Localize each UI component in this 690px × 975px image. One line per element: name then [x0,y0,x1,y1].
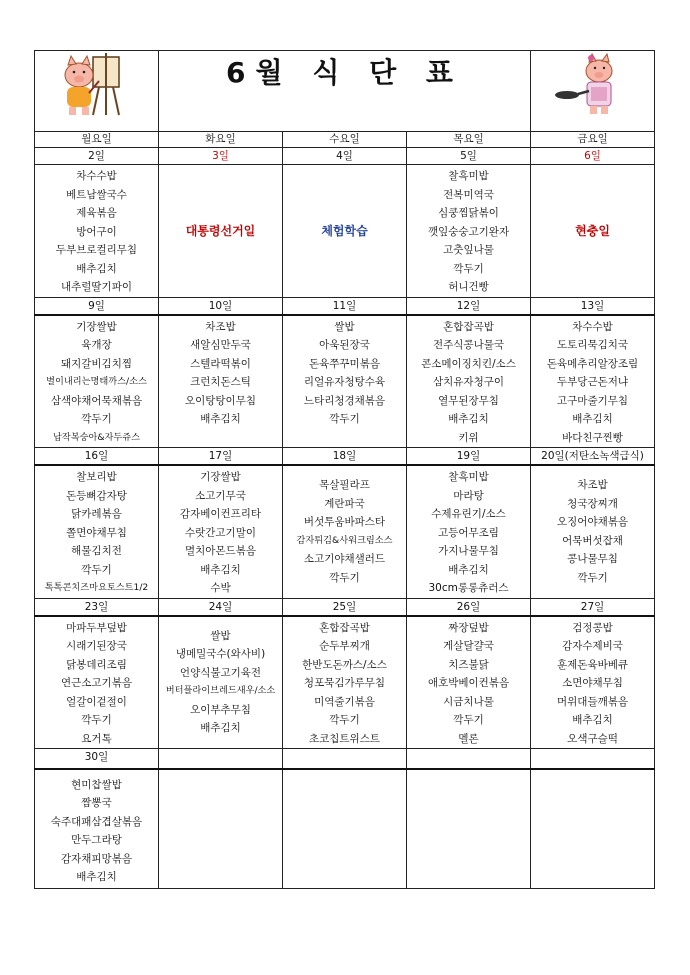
day-menu [407,315,531,448]
date-cell: 18일 [283,448,407,466]
menu-item: 오색구슬떡 [567,732,618,745]
day-menu [407,165,531,298]
menu-item: 언양식불고기육전 [179,666,262,679]
menu-item: 콘소메이징치킨/소스 [421,357,516,370]
menu-item: 납작복숭아&자두쥬스 [52,431,141,443]
menu-item: 깍두기 [81,714,112,726]
header-right-cell [531,51,655,132]
date-cell-empty [283,749,407,769]
weekday-header-row [35,132,655,148]
menu-item: 쌀밥 [210,629,231,642]
menu-item: 깍두기 [81,563,112,576]
menu-item: 열무된장무침 [438,394,499,407]
menu-item: 크런치돈스틱 [190,376,251,388]
page-title: 6월 식 단 표 [226,56,463,89]
date-cell: 27일 [531,598,655,616]
menu-item: 해물김치전 [71,545,122,557]
menu-item: 검정콩밥 [572,621,613,634]
menu-item: 깍두기 [329,413,360,425]
menu-item: 배추김치 [200,563,241,576]
date-cell: 17일 [159,448,283,466]
menu-item: 애호박베이컨볶음 [427,677,510,689]
day-menu [35,769,159,889]
date-cell-empty [159,749,283,769]
menu-item: 감자채피망볶음 [60,852,132,865]
day-menu [283,315,407,448]
day-menu [35,616,159,749]
menu-item: 배추김치 [200,413,241,425]
menu-item: 소고기야채샐러드 [303,553,386,565]
date-cell: 16일 [35,448,159,466]
menu-item: 깍두기 [81,413,112,425]
menu-item: 깍두기 [577,571,608,584]
weekday-fri: 금요일 [531,132,655,148]
day-event-cell [531,165,655,298]
menu-row [35,769,655,889]
menu-item: 초코칩트위스트 [308,732,380,745]
menu-item: 배추김치 [200,722,241,734]
menu-row [35,465,655,598]
menu-item: 깍두기 [329,714,360,726]
date-row [35,448,655,466]
date-cell: 23일 [35,598,159,616]
menu-item: 수제유린기/소스 [431,508,506,520]
menu-item: 돈육메추리알장조림 [546,357,639,370]
menu-item: 시래기된장국 [66,640,127,652]
menu-item: 멸치아몬드볶음 [184,545,256,557]
menu-item: 오이부추무침 [190,703,251,716]
menu-item: 키위 [458,431,479,444]
menu-item: 시금치나물 [443,695,494,708]
menu-item: 돈육쭈꾸미볶음 [308,357,380,370]
menu-item: 내추럴딸기파이 [60,281,132,293]
day-menu [283,616,407,749]
menu-item: 게살달걀국 [443,640,494,652]
menu-item: 숙주대패삼겹살볶음 [50,815,143,828]
menu-item: 한반도돈까스/소스 [302,658,387,671]
menu-item: 심쿵찜닭볶이 [438,207,499,219]
menu-item: 머위대들깨볶음 [557,695,629,708]
menu-item: 차조밥 [577,479,608,491]
menu-item: 청포묵김가루무침 [303,677,386,689]
menu-item: 감자수제비국 [562,640,623,652]
menu-item: 수랏간고기말이 [184,526,256,539]
day-menu-empty [407,769,531,889]
menu-item: 멜론 [458,732,479,745]
date-cell: 20일(저탄소녹색급식) [531,448,655,466]
menu-item: 느타리청경채볶음 [303,394,386,407]
menu-item: 차수수밥 [76,170,117,182]
title-cell [159,51,531,132]
menu-item: 기장쌀밥 [200,471,241,483]
day-menu [159,616,283,749]
menu-item: 수박 [210,582,231,594]
menu-item: 삼색야채어묵채볶음 [50,394,143,407]
menu-item: 깍두기 [453,262,484,275]
menu-item: 두부브로컬리무침 [55,244,138,256]
menu-item: 삼치유자청구이 [433,376,505,388]
pig-chef-icon [586,54,612,114]
day-menu [35,315,159,448]
date-row [35,598,655,616]
menu-item: 훈제돈육바베큐 [557,658,629,671]
menu-item: 새알심만두국 [190,339,251,351]
menu-item: 짬뽕국 [81,797,112,809]
header-row [35,51,655,132]
menu-item: 깍두기 [329,571,360,584]
menu-item: 배추김치 [448,413,489,425]
menu-item: 육개장 [81,339,112,351]
menu-item: 도토리묵김치국 [557,339,629,351]
menu-item: 짜장덮밥 [448,621,489,634]
menu-item: 닭봉데리조림 [66,658,127,671]
menu-row [35,165,655,298]
date-row [35,297,655,315]
menu-item: 배추김치 [76,262,117,275]
day-menu [531,465,655,598]
menu-item: 소고기무국 [195,489,246,502]
date-cell: 30일 [35,749,159,769]
date-row [35,148,655,165]
menu-table [34,50,655,889]
date-cell: 12일 [407,297,531,315]
menu-item: 기장쌀밥 [76,320,117,333]
menu-item: 오징어야채볶음 [557,516,629,528]
menu-row [35,315,655,448]
menu-item: 가지나물무침 [438,545,499,557]
menu-item: 미역줄기볶음 [314,695,375,708]
menu-item: 톡톡콘치즈마요토스트1/2 [44,582,149,593]
date-cell: 5일 [407,148,531,165]
menu-item: 얼갈이겉절이 [66,695,127,708]
menu-item: 혼합잡곡밥 [443,320,494,333]
date-cell-empty [407,749,531,769]
menu-item: 찰흑미밥 [448,471,489,483]
event-label: 현충일 [575,224,610,239]
menu-item: 깻잎숭숭고기완자 [427,225,510,238]
menu-item: 허니건빵 [448,281,489,293]
menu-item: 리얼유자청탕수육 [303,376,386,388]
menu-item: 배추김치 [76,871,117,883]
menu-item: 배추김치 [572,714,613,726]
day-menu [531,315,655,448]
menu-item: 현미찹쌀밥 [71,778,122,791]
menu-item: 쌀밥 [334,320,355,333]
menu-item: 전주식콩나물국 [433,339,505,351]
day-menu-empty [159,769,283,889]
menu-item: 냉메밀국수(와사비) [175,648,266,660]
menu-item: 마파두부덮밥 [66,621,127,634]
event-label: 체험학습 [321,224,368,239]
date-cell-holiday: 6일 [531,148,655,165]
menu-item: 아욱된장국 [319,339,370,351]
menu-item: 연근소고기볶음 [60,677,132,689]
frying-pan-icon [555,91,589,99]
date-cell: 4일 [283,148,407,165]
weekday-thu: 목요일 [407,132,531,148]
menu-item: 차수수밥 [572,320,613,333]
day-menu [283,465,407,598]
date-cell-empty [531,749,655,769]
date-cell: 19일 [407,448,531,466]
date-cell: 13일 [531,297,655,315]
menu-item: 배추김치 [448,563,489,576]
menu-item: 혼합잡곡밥 [319,621,370,634]
day-menu [531,616,655,749]
menu-item: 버터플라이브레드새우/소소 [165,685,276,696]
menu-item: 어묵버섯잡채 [562,534,623,547]
menu-item: 찰보리밥 [76,471,117,483]
menu-item: 돈등뼈감자탕 [66,489,127,502]
menu-item: 고등어무조림 [438,526,499,539]
weekday-mon: 월요일 [35,132,159,148]
date-cell: 24일 [159,598,283,616]
weekday-tue: 화요일 [159,132,283,148]
pig-cook-illustration [553,51,633,117]
menu-item: 감자베이컨프리타 [179,508,262,520]
day-event-cell [159,165,283,298]
menu-item: 쫄면야채무침 [66,526,127,539]
menu-item: 치즈불닭 [448,658,489,671]
date-cell: 10일 [159,297,283,315]
day-menu [407,616,531,749]
menu-item: 소면야채무침 [562,677,623,689]
event-label: 대통령선거일 [185,224,256,239]
day-menu [35,465,159,598]
menu-item: 청국장찌개 [567,497,618,510]
menu-item: 깍두기 [453,714,484,726]
day-event-cell [283,165,407,298]
date-cell: 2일 [35,148,159,165]
date-cell: 9일 [35,297,159,315]
menu-item: 닭카레볶음 [71,508,122,520]
menu-item: 배추김치 [572,413,613,425]
weekday-wed: 수요일 [283,132,407,148]
menu-item: 순두부찌개 [319,640,370,652]
menu-item: 전복미역국 [443,188,494,201]
menu-item: 버섯투움바파스타 [303,516,386,528]
menu-row [35,616,655,749]
menu-item: 고춧잎나물 [443,244,494,256]
date-cell: 26일 [407,598,531,616]
menu-item: 바다친구찐빵 [562,431,623,444]
menu-item: 계란파국 [324,497,365,510]
day-menu [159,465,283,598]
menu-item: 돼지갈비김치찜 [60,357,132,370]
menu-item: 콩나물무침 [567,553,618,565]
date-cell-holiday: 3일 [159,148,283,165]
date-row [35,749,655,769]
day-menu [159,315,283,448]
menu-item: 스텔라떡볶이 [190,357,251,370]
menu-item: 별이내리는명태까스/소스 [46,376,147,387]
menu-item: 제육볶음 [76,207,117,219]
menu-item: 방어구이 [76,225,117,238]
header-left-cell [35,51,159,132]
menu-item: 오이탕탕이무침 [184,394,256,407]
menu-item: 두부당근돈저냐 [557,376,629,388]
menu-item: 만두그라탕 [71,834,122,846]
menu-item: 마라탕 [453,489,484,502]
day-menu [35,165,159,298]
date-cell: 25일 [283,598,407,616]
day-menu [407,465,531,598]
menu-item: 요거톡 [81,732,112,745]
menu-item: 차조밥 [205,320,236,333]
menu-item: 감자튀김&사워크림소스 [296,534,393,546]
day-menu-empty [283,769,407,889]
date-cell: 11일 [283,297,407,315]
pig-painter-illustration [57,51,137,117]
day-menu-empty [531,769,655,889]
menu-item: 목살필라프 [319,479,370,491]
menu-item: 베트남쌀국수 [66,188,127,201]
menu-item: 고구마줄기무침 [557,394,629,407]
menu-item: 찰흑미밥 [448,170,489,182]
menu-item: 30cm롱롱츄러스 [428,582,509,594]
